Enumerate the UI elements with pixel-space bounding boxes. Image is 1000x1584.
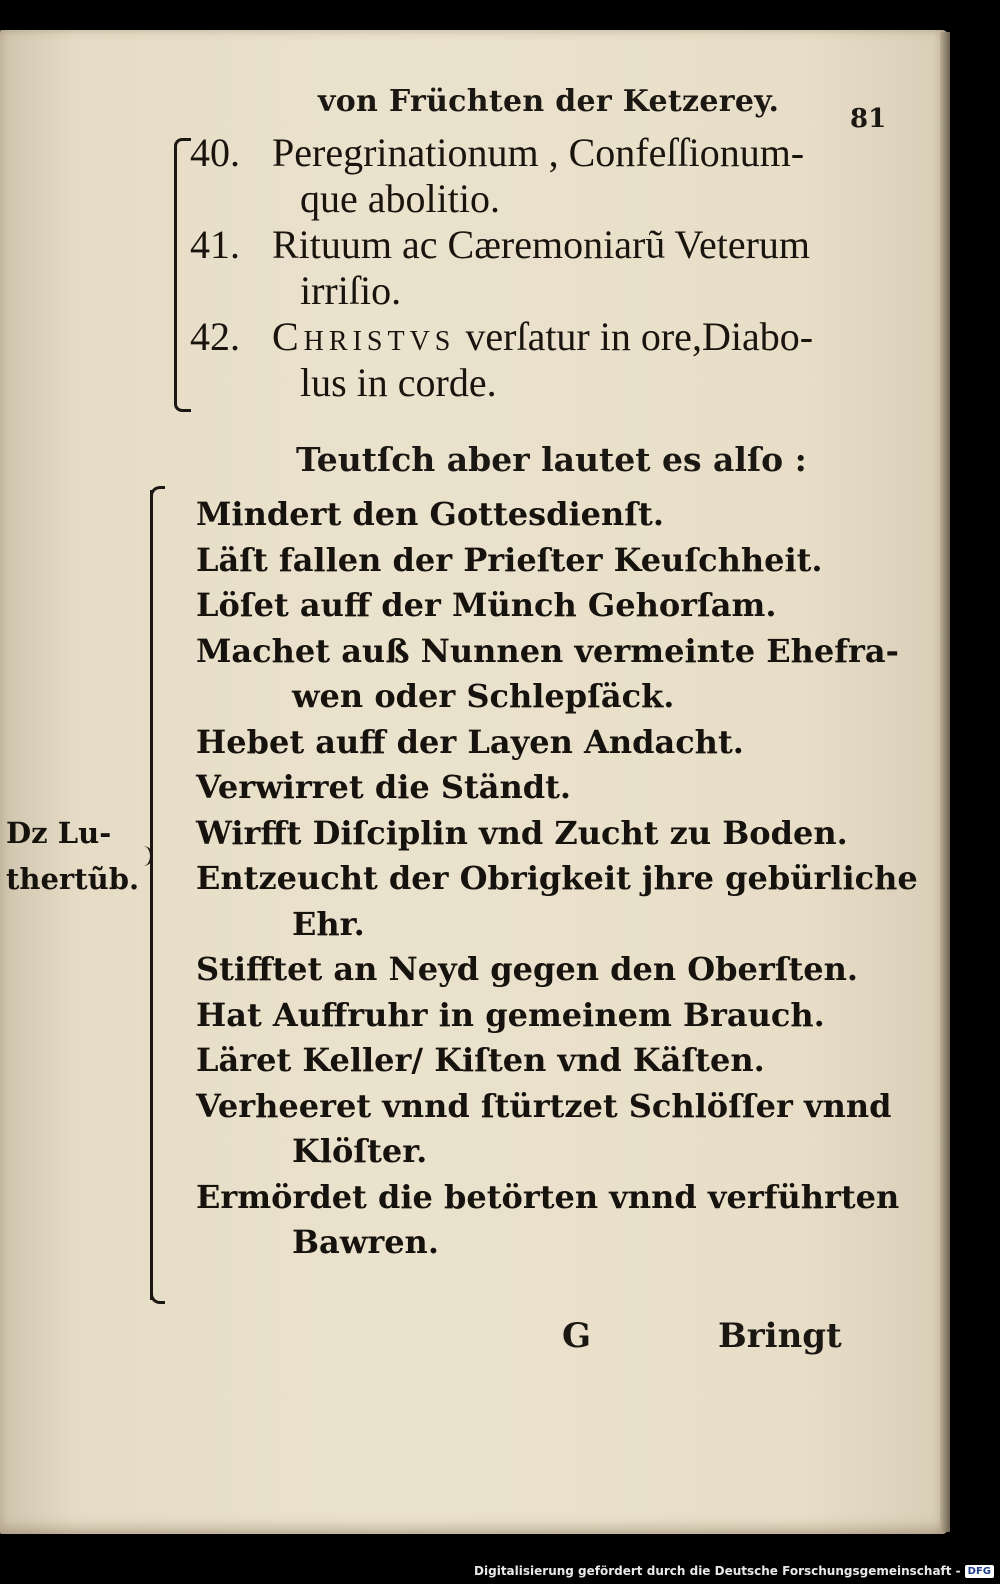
german-line: Ermördet die betörten vnnd verführten [196, 1177, 900, 1216]
german-line: Läret Keller/ Kiſten vnd Käſten. [196, 1041, 765, 1079]
item-number: 42. [190, 314, 240, 359]
intro-line: Teutſch aber lautet es alſo : [296, 440, 807, 479]
latin-list [190, 130, 890, 406]
dfg-logo: DFG [965, 1565, 994, 1578]
german-line: wen oder Schlepſäck. [292, 677, 675, 715]
german-line: Klöſter. [292, 1132, 428, 1170]
signature-mark: G [562, 1316, 592, 1356]
bracket-latin [174, 138, 191, 412]
page-number: 81 [850, 104, 887, 134]
german-line: Stifftet an Neyd gegen den Oberſten. [196, 950, 859, 988]
item-text: Peregrinationum , Confeſſionum- [272, 130, 805, 175]
item-continuation: irriſio. [300, 268, 402, 313]
latin-item-41 [190, 222, 890, 314]
item-text: Rituum ac Cæremoniarũ Veterum [272, 222, 811, 267]
margin-note [6, 810, 139, 902]
latin-item-42 [190, 314, 890, 406]
latin-item-40 [190, 130, 890, 222]
catchword: Bringt [718, 1316, 842, 1356]
page-edge [940, 32, 950, 1532]
german-line: Löſet auff der Münch Gehorſam. [196, 586, 777, 624]
german-line: Mindert den Gottesdienſt. [196, 495, 664, 533]
item-continuation: que abolitio. [300, 176, 500, 221]
footer-text: Digitalisierung gefördert durch die Deutsche Forschungsgemeinschaft - [474, 1564, 961, 1578]
german-line: Läſt fallen der Prieſter Keuſchheit. [196, 540, 823, 579]
german-line: Verwirret die Ständt. [196, 768, 572, 806]
item-number: 41. [190, 222, 240, 267]
bracket-german [150, 490, 167, 1300]
german-line: Ehr. [292, 904, 365, 943]
german-line: Machet auß Nunnen vermeinte Ehefra- [196, 631, 899, 670]
item-continuation: lus in corde. [300, 360, 497, 405]
footer-credit [474, 1560, 994, 1582]
german-list [196, 492, 918, 1266]
item-text [272, 314, 890, 360]
margin-note-line: thertũb. [6, 862, 140, 896]
german-line: Wirfft Diſciplin vnd Zucht zu Boden. [196, 813, 848, 852]
german-line: Entzeucht der Obrigkeit jhre gebürliche [196, 859, 918, 897]
item-text-caps: Christvs [272, 314, 456, 359]
german-line: Bawren. [292, 1223, 439, 1261]
german-line: Verheeret vnnd ſtürtzet Schlöſſer vnnd [196, 1086, 892, 1125]
running-head: von Früchten der Ketzerey. [318, 84, 780, 119]
margin-note-line: Dz Lu- [6, 816, 112, 850]
item-text-rest: verſatur in ore,Diabo- [455, 314, 814, 359]
item-number: 40. [190, 130, 240, 175]
german-line: Hebet auff der Layen Andacht. [196, 722, 744, 761]
german-line: Hat Auffruhr in gemeinem Brauch. [196, 995, 825, 1034]
